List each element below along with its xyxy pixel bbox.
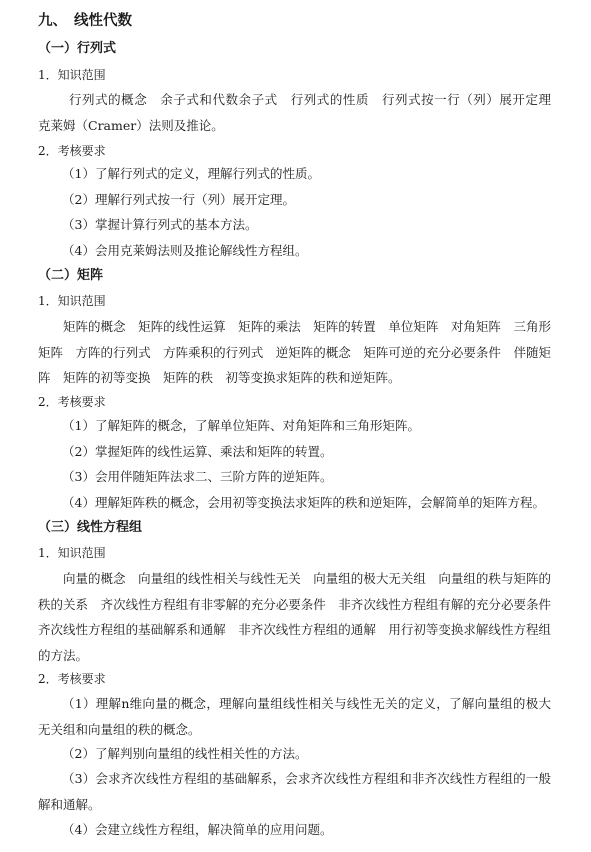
section-heading: （三）线性方程组 — [38, 520, 143, 535]
scope-text: 行列式的概念 余子式和代数余子式 行列式的性质 行列式按一行（列）展开定理 克莱姆（Cramer）法则及推论。 — [38, 92, 564, 133]
scope-heading: 1．知识范围 — [38, 294, 106, 308]
requirement-item: （2）了解判别向量组的线性相关性的方法。 — [62, 746, 308, 761]
requirement-item: （4）理解矩阵秩的概念，会用初等变换法求矩阵的秩和逆矩阵，会解简单的矩阵方程。 — [62, 495, 545, 510]
section-heading: （一）行列式 — [38, 41, 117, 56]
requirement-item: （2）掌握矩阵的线性运算、乘法和矩阵的转置。 — [62, 444, 333, 459]
requirement-item: （4）会建立线性方程组，解决简单的应用问题。 — [62, 822, 333, 837]
requirement-item: （1）了解矩阵的概念，了解单位矩阵、对角矩阵和三角形矩阵。 — [62, 418, 420, 433]
requirements-heading: 2．考核要求 — [38, 395, 106, 409]
scope-text: 向量的概念 向量组的线性相关与线性无关 向量组的极大无关组 向量组的秩与矩阵的秩的关系 齐次线性方程组有非零解的充分必要条件 非齐次线性方程组有解的充分必要条件 齐次线性方程组的基础解系和通解 非齐次线性方程组的通解 用行初等变换求解线性方程组的方法。 — [38, 571, 564, 663]
requirement-item: （3）会用伴随矩阵法求二、三阶方阵的逆矩阵。 — [62, 469, 333, 484]
requirement-item: （3）会求齐次线性方程组的基础解系，会求齐次线性方程组和非齐次线性方程组的一般解和通解。 — [38, 771, 551, 812]
requirement-item: （4）会用克莱姆法则及推论解线性方程组。 — [62, 243, 308, 258]
requirement-item: （2）理解行列式按一行（列）展开定理。 — [62, 192, 295, 207]
requirements-heading: 2．考核要求 — [38, 144, 106, 158]
requirement-item: （3）掌握计算行列式的基本方法。 — [62, 217, 258, 232]
scope-text: 矩阵的概念 矩阵的线性运算 矩阵的乘法 矩阵的转置 单位矩阵 对角矩阵 三角形矩阵 方阵的行列式 方阵乘积的行列式 逆矩阵的概念 矩阵可逆的充分必要条件 伴随矩阵 矩阵的初等变换 矩阵的秩 初等变换求矩阵的秩和逆矩阵。 — [38, 319, 551, 385]
requirement-item: （1）了解行列式的定义，理解行列式的性质。 — [62, 166, 320, 181]
chapter-number: 九、 — [38, 13, 67, 29]
section-heading: （二）矩阵 — [38, 268, 104, 283]
chapter-title: 线性代数 — [74, 13, 132, 29]
scope-heading: 1．知识范围 — [38, 68, 106, 82]
requirement-item: （1）理解n维向量的概念，理解向量组线性相关与线性无关的定义，了解向量组的极大无关组和向量组的秩的概念。 — [38, 696, 551, 737]
scope-heading: 1．知识范围 — [38, 546, 106, 560]
requirements-heading: 2．考核要求 — [38, 672, 106, 686]
